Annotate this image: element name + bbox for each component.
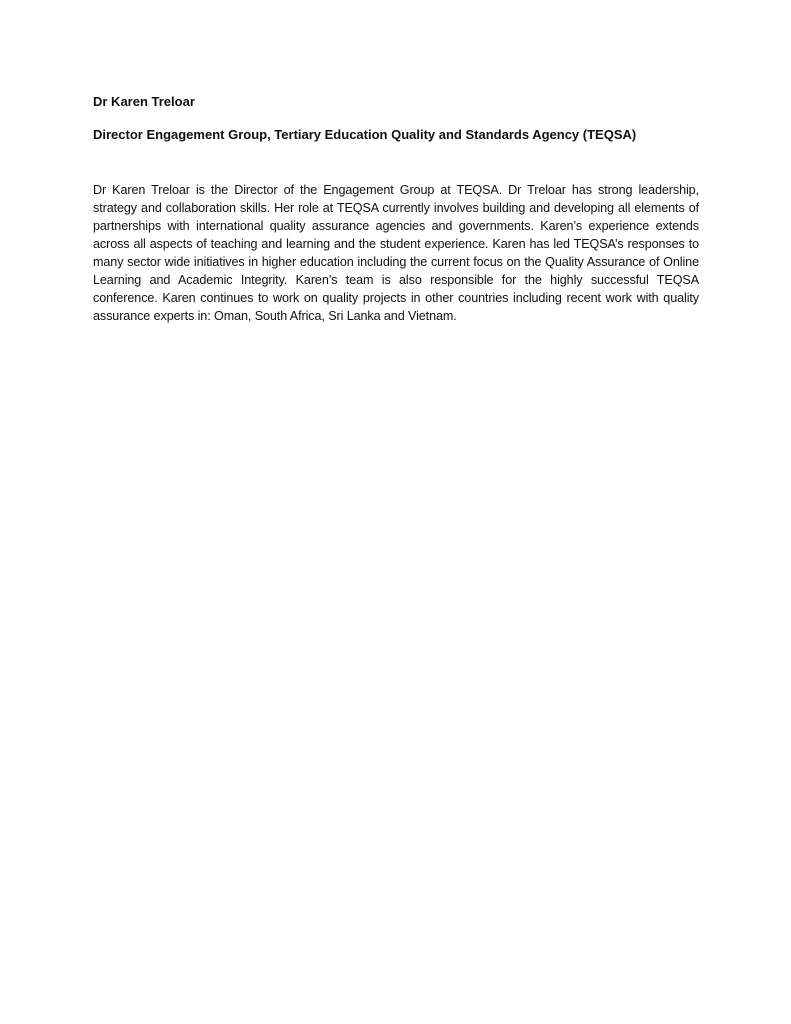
document-content [93, 93, 699, 325]
biography-paragraph: Dr Karen Treloar is the Director of the Engagement Group at TEQSA. Dr Treloar has strong leadership, strategy and collaboration skills. Her role at TEQSA currently involves building and developing all elements of partnerships with international quality assurance agencies and governments. Karen’s experience extends across all aspects of teaching and learning and the student experience. Karen has led TEQSA’s responses to many sector wide initiatives in higher education including the current focus on the Quality Assurance of Online Learning and Academic Integrity. Karen’s team is also responsible for the highly successful TEQSA conference. Karen continues to work on quality projects in other countries including recent work with quality assurance experts in: Oman, South Africa, Sri Lanka and Vietnam. [93, 183, 699, 323]
person-name: Dr Karen Treloar [93, 94, 195, 109]
person-role: Director Engagement Group, Tertiary Education Quality and Standards Agency (TEQSA) [93, 127, 637, 142]
